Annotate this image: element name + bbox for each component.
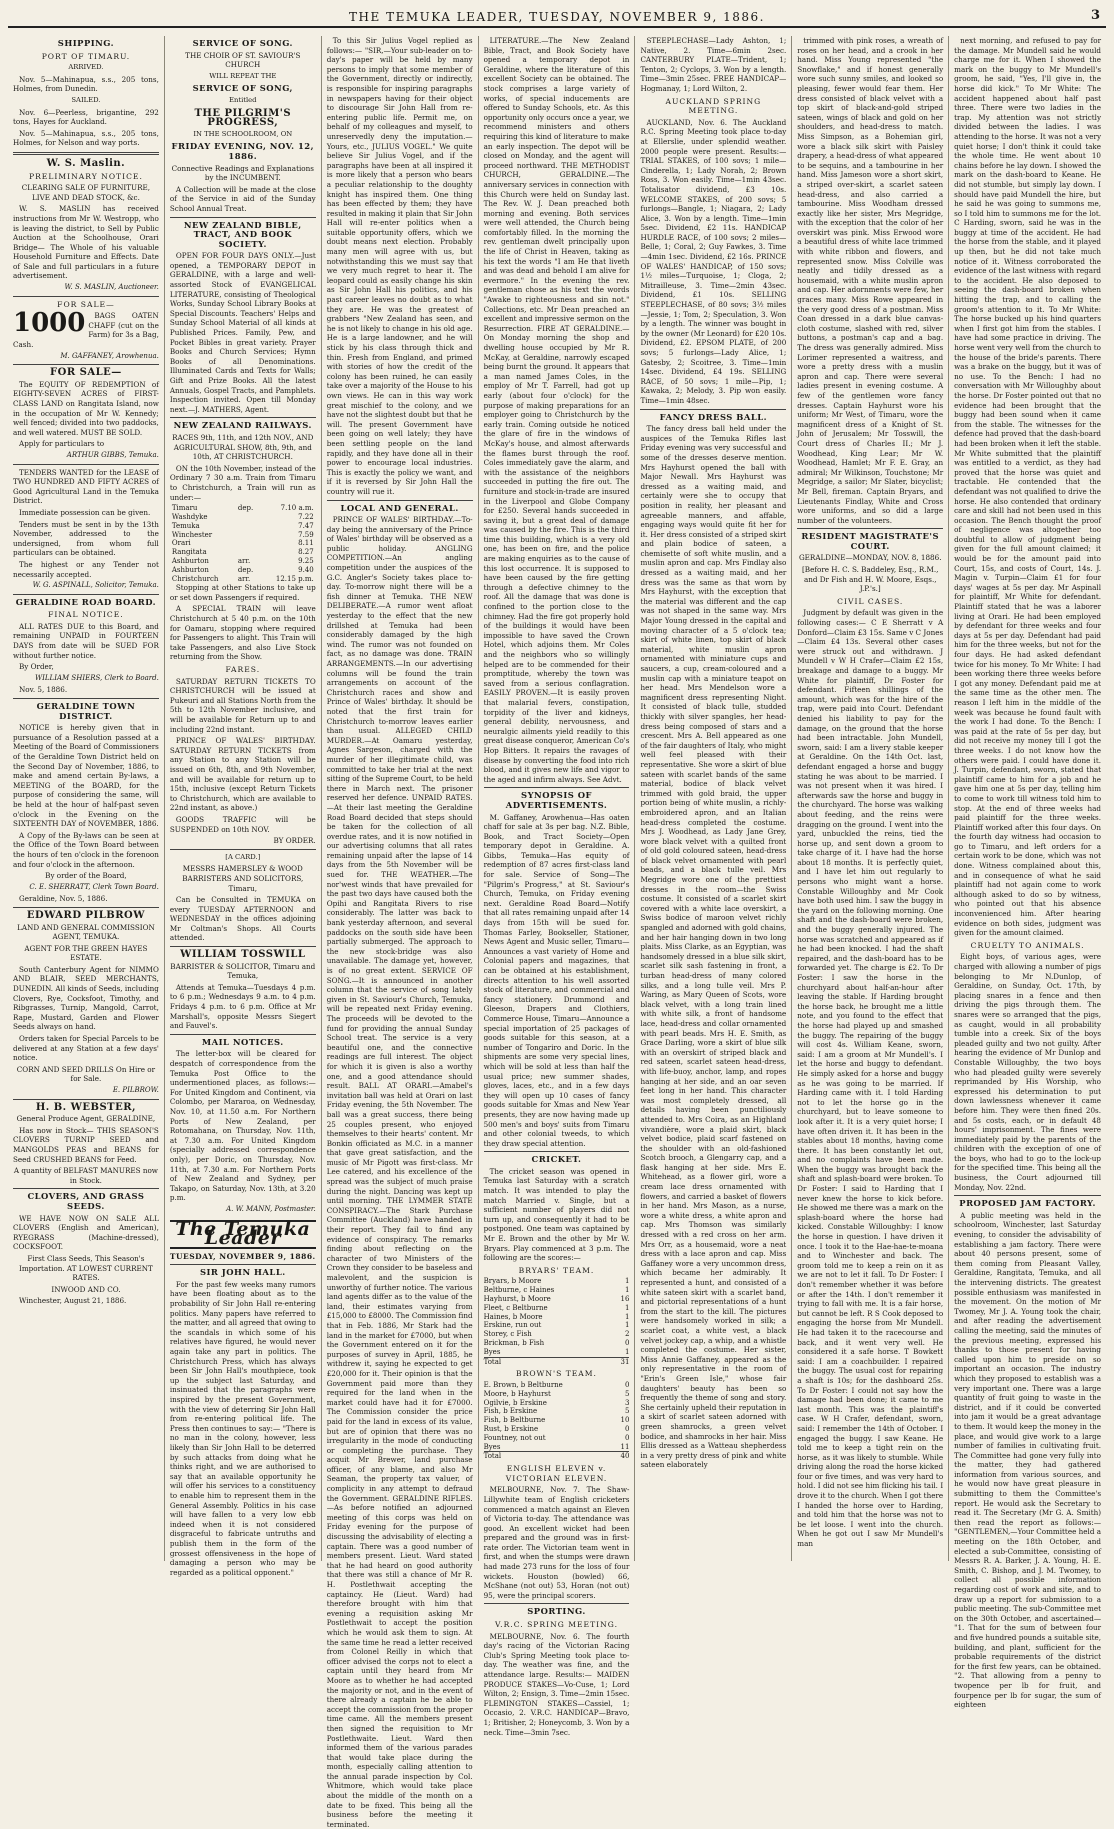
batsman: Byes (483, 1442, 501, 1451)
pilbrow-body: South Canterbury Agent for NIMMO AND BLAIR, SEED MERCHANTS, DUNEDIN. All kinds of Seeds, including Clovers, Rye, Cocksfoot, Timothy, and Ribgrasses, Turnip, Mangold, Carrot, Rape, Mustard, Garden and Flower Seeds always on hand. (13, 964, 159, 1032)
court-continued: next morning, and refused to pay for the damage. Mr Mundell said he would charge me for it. When I showed the mark on the buggy to Mr Mundell's groom, he said, "Yes, I'll give in, the horse did kick." To Mr White: The accident happened about half past three. There were two ladies in the trap. My attention was not strictly divided between the ladies. I was attending to the horse. It was not a very quiet horse; I don't think it could take the whole time. He went about 10 chains before he lay down. I showed the mark on the dash-board to Keane. He did not stumble, but simply lay down. I should have paid Mundell the hire, but he said he was going to summons me, so I told him to summons me for the lot. C Harding, sworn, said he was in the buggy at time of the accident. He had the horse from the stable, and it played up then, but he did not take much notice of it. Witness corroborated the evidence of the last witness with regard to the accident. He also deposed to seeing the dash-board broken when hitting the trap, and to calling the groom's attention to it. To Mr White: The horse bucked up his hind quarters when I first got him from the stables. I have had some practice in driving. The horse went very well from the church to the house of the bride's parents. There was a brake on the buggy, but it was of no use. To the Bench: I had no conversation with Mr Willoughby about the horse. Dr Foster pointed out that no evidence had been brought that the buggy had been sound when it came from the stable. The witnesses for the defence had proved that the dash-board had been broken when it left the stable. Mr White submitted that the plaintiff was entitled to a verdict, as they had proved that the horse was quiet and tractable. He contended that the defendant was not qualified to drive the horse. He also contended that ordinary care and skill had not been used in this occasion. The Bench thought the proof of negligence was altogether too doubtful to allow of judgment being given for the full amount claimed; it would be for the amount paid into Court, 15s, and costs of Court, 14s. J. Magin v. Turpin—Claim £1 for four days' wages at 5s per day. Mr Aspinall for plaintiff, Mr White for defendant. Plaintiff stated that he was a laborer living at Orari. He had been employed by defendant for three weeks and four days at 5s per day. Defendant had paid him for the three weeks, but not for the four days. He had asked defendant twice for his money. To Mr White: I had been working there three weeks before I got any money. Defendant paid me at the same time as the other men. The reason I left him in the middle of the week was because he found fault with the work I had done. To the Bench: I was paid at the rate of 5s per day, but did not receive my money till I got the three weeks. I do not know how the others were paid. I could have done it. J. Turpin, defendant, sworn, stated that plaintiff came to him for a job and he gave him one at 5s per day, telling him to come to work till witness told him to stop. At the end of three weeks had paid plaintiff for the three weeks. Plaintiff worked after this four days. On the fourth day witness had occasion to go to Timaru, and left orders for a certain work to be done, which was not done. Witness complained about this, and in consequence of what he said plaintiff had not again come to work although asked to do so by witness, who pointed out that his absence inconvenienced him. After hearing evidence on both sides, judgment was given for the amount claimed. (954, 36, 1102, 938)
score-row (484, 1330, 630, 1339)
bible-society-body: OPEN FOR FOUR DAYS ONLY.—Just opened, a TEMPORARY DEPOT in GERALDINE, with a large and well-assorted Stock of EVANGELICAL LITERATURE, consisting of Theological Works, Sunday School Library Books at Special Discounts. Teachers' Helps and Sunday School Material of all kinds at Published Prices. Family, Pew, and Pocket Bibles in great variety. Prayer Books and Church Services; Hymn Books of all Denominations. Illuminated Cards and Texts for Walls; Gift and Prize Books. All the latest Annuals, Gospel Tracts, and Pamphlets. Inspection invited. Open till Monday next.—J. MATHERS, Agent. (169, 251, 316, 414)
score-row (484, 1434, 630, 1443)
port-heading: PORT OF TIMARU. (41, 51, 131, 61)
rates-date: Nov. 5, 1886. (19, 685, 68, 695)
arr-dep (236, 548, 261, 557)
pilbrow-signature: E. PILBROW. (112, 1086, 159, 1094)
station-name: Christchurch (171, 574, 219, 583)
station-name: Rangitata (171, 548, 207, 557)
runs: 0 (624, 1433, 630, 1442)
pilbrow-orders: Orders taken for Special Parcels to be delivered at any Station at a few days' notice. (13, 1034, 159, 1063)
service-date: FRIDAY EVENING, NOV. 12, 1886. (171, 141, 315, 161)
batsman: Ogilvie, b Erskine (483, 1398, 547, 1407)
score-row (484, 1339, 630, 1348)
schedule-row (170, 513, 316, 522)
arr-dep (236, 531, 261, 540)
leader-body: For the past few weeks many rumors have been floating about as to the probability of Sir John Hall re-entering politics. Many papers have referred to the matter, and all agreed that owing to the scandals in which some of his relatives have figured, he would never again take any part in politics. The Christchurch Press, which has always been Sir John Hall's mouthpiece, took up the subject last Saturday, and insinuated that the paragraphs were inspired by the present Government, with the view of deterring Sir John Hall from re-entering political life. The Press then continues to say:— "There is no man in the colony, however, less likely than Sir John Hall to be deterred by such attacks from doing what he thinks right, and we are authorised to say that an available opportunity he will offer his services to a constituency to enable him to represent them in the General Assembly. Politics in his case will have fallen to a very low ebb indeed when it is not considered disgraceful to fabricate untruths and publish them in the form of the grossest offensiveness in the hope of damaging a person who may be regarded as a political opponent." (169, 1279, 316, 1577)
schedule-row (170, 539, 316, 548)
aspinall-signature: W. G. ASPINALL, Solicitor, Temuka. (32, 581, 159, 590)
jam-factory-body: A public meeting was held in the schoolroom, Winchester, last Saturday evening, to consider the advisability of establishing a jam factory. There were about 40 persons present, some of them coming from Pleasant Valley, Geraldine, Rangitata, Temuka, and all the intervening districts. The greatest possible enthusiasm was manifested in the movement. On the motion of Mr Twomey, Mr J. A. Young took the chair, and after reading the advertisement calling the meeting, said the minutes of the previous meeting, expressed his thanks to those present for having called upon him to preside on so important an occasion. The industry which they proposed to establish was a very important one. There was a large quantity of fruit going to waste in the district, and if it could be converted into jam it would be a great advantage to them. It would keep the money in the place, and would give work to a large number of families in cultivating fruit. The Committee had gone very fully into the matter, they had gathered information from various sources, and he would now have great pleasure in submitting to them the Committee's report. He would ask the Secretary to read it. The Secretary (Mr G. A. Smith) then read the report as follows:— "GENTLEMEN,—Your Committee held a meeting on the 18th October, and elected a sub-Committee, consisting of Messrs R. A. Barker, J. A. Young, H. E. Smith, C. Bishop, and J. M. Twomey, to collect all possible information regarding cost of work and site, and to draw up a report for submission to a public meeting. The sub-Committee met on the 30th October, and ascertained— "1. That for the sum of between four and five hundred pounds a suitable site, building, and plant, sufficient for the probable requirements of the district for the first few years, can be obtained. "2. That allowing from a penny to twopence per lb for fruit, and fourpence per lb for sugar, the sum of eighteen (954, 1210, 1102, 1710)
station-name: Temuka (171, 521, 200, 530)
arr-dep: arr. (237, 556, 251, 565)
pilgrim-title: THE PILGRIM'S PROGRESS, (194, 107, 292, 129)
tosswill-line: BARRISTER & SOLICITOR, Timaru and Temuka, (170, 961, 316, 981)
score-row (484, 1348, 630, 1357)
departure-time: 7.59 (298, 530, 314, 539)
score-row (484, 1399, 630, 1408)
rail-stopping: Stopping at other Stations to take up or set down Passengers if required. (169, 583, 316, 602)
sailed-label: SAILED. (71, 95, 101, 104)
cricket-heading: CRICKET. (531, 1154, 582, 1165)
arrived-label: ARRIVED. (68, 63, 104, 72)
total-label: Total (484, 1452, 615, 1461)
batsman: Erskine, run out (483, 1321, 542, 1330)
columns (8, 36, 1106, 1829)
score-row (484, 1321, 630, 1330)
runs: 1 (624, 1312, 630, 1321)
bryars-scores (484, 1277, 630, 1366)
paper-date: TUESDAY, NOVEMBER 9, 1886. (169, 1251, 316, 1261)
page-number: 3 (1090, 8, 1100, 23)
gibbs-signature: ARTHUR GIBBS, Temuka. (66, 450, 159, 459)
auckland-body: AUCKLAND, Nov. 6. The Auckland R.C. Spring Meeting took place to-day at Ellerslie, under splendid weather. 2000 people were present. Results:— TRIAL STAKES, of 100 sovs; 1 mile—Cinderella, 1; Lady Norah, 2; Brown Ross, 3. Won easily. Time—1min 43sec. Totalisator dividend, £3 10s. WELCOME STAKES, of 200 sovs; 5 furlongs—Bangle, 1; Niagara, 2; Lady Alice, 3. Won by a length. Time—1min 5sec. Dividend, £2 11s. HANDICAP HURDLE RACE, of 100 sovs; 2 miles—Belle, 1; Coral, 2; Guy Fawkes, 3. Time—4min 1sec. Dividend, £2 16s. PRINCE OF WALES' HANDICAP, of 150 sovs; 1½ miles—Turquoise, 1; Cloga, 2; Mitrailleuse, 3. Time—2min 43sec. Dividend, £1 10s. SELLING STEEPLECHASE, of 80 sovs; 3½ miles—Jessie, 1; Tom, 2; Speculation, 3. Won by a length. The winner was bought in by the owner (Mr Leonard) for £20 10s. Dividend, £2. EPSOM PLATE, of 200 sovs; 5 furlongs—Lady Alice, 1; Gatesby, 2; Scoitree, 3. Time—1min 14sec. Dividend, £4 19s. SELLING RACE, of 50 sovs; 1 mile—Pip, 1; Kawaka, 2; Melody, 3. Pip won easily. Time—1min 48sec. (640, 117, 787, 405)
cruelty-heading: CRUELTY TO ANIMALS. (970, 940, 1085, 950)
town-district-heading: GERALDINE TOWN DISTRICT. (36, 701, 136, 721)
station-name: Washdyke (171, 512, 208, 521)
score-row (484, 1416, 630, 1425)
service-heading: SERVICE OF SONG. (192, 38, 293, 48)
score-row (484, 1425, 630, 1434)
fares-body: SATURDAY RETURN TICKETS TO CHRISTCHURCH will be issued at Pukeuri and all Stations North from the 5th to 12th November inclusive, and will be available for Return up to and including 22nd instant. (169, 676, 316, 734)
schedule-row (170, 575, 316, 584)
runs: 1 (624, 1277, 630, 1286)
court-date: GERALDINE—MONDAY, NOV. 8, 1886. (798, 553, 942, 563)
town-order: By order of the Board, (45, 871, 127, 881)
court-bench: [Before H. C. S. Baddeley, Esq., R.M., and Dr Fish and H. W. Moore, Esqs., J.P.'s.] (802, 565, 939, 594)
paper-title: The Temuka Leader (170, 1220, 316, 1249)
column-7 (949, 36, 1106, 1710)
batsman: Moore, b Hayhurst (483, 1389, 551, 1398)
column-6 (792, 36, 949, 1561)
webster-line: General Produce Agent, GERALDINE, (16, 1114, 156, 1124)
schedule-row (170, 504, 316, 513)
score-row (484, 1286, 630, 1295)
sherratt-signature: C. E. SHERRATT, Clerk Town Board. (29, 882, 159, 891)
town-body: NOTICE is hereby given that in pursuance of a Resolution passed at a Meeting of the Board of Commissioners of the Geraldine Town District held on the Second Day of November, 1886, to make and amend certain By-laws, a MEETING of the BOARD, for the purpose of considering the same, will be held at the hour of half-past seven o'clock in the Evening on the SIXTEENTH DAY of NOVEMBER, 1886. (13, 723, 159, 829)
batsman: Fish, b Beltburne (483, 1416, 546, 1425)
connective: Connective Readings and Explanations by the INCUMBENT. (171, 163, 314, 183)
tenders-deadline: Tenders must be sent in by the 13th November, addressed to the undersigned, from whom full particulars can be obtained. (13, 519, 159, 558)
schedule-row (170, 522, 316, 531)
masthead (8, 6, 1106, 28)
runs: 1 (624, 1347, 630, 1356)
score-row (484, 1313, 630, 1322)
rates-body: ALL RATES DUE to this Board, and remaining UNPAID in FOURTEEN DAYS from date will be SUED FOR without further notice. (13, 621, 159, 660)
maslin-signature: W. S. MASLIN, Auctioneer. (64, 283, 159, 292)
final-notice-heading: FINAL NOTICE. (48, 610, 124, 620)
runs: 1 (624, 1321, 630, 1330)
clovers-heading: CLOVERS, AND GRASS SEEDS. (27, 1191, 145, 1211)
arr-dep (236, 539, 261, 548)
station-name: Timaru (171, 504, 198, 513)
railways-heading: NEW ZEALAND RAILWAYS. (173, 420, 312, 431)
schedule-row (170, 531, 316, 540)
brown-team-heading: BROWN'S TEAM. (516, 1369, 597, 1379)
runs: 16 (620, 1295, 630, 1303)
synopsis-body: M. Gaffaney, Arowhenua—Has oaten chaff for sale at 3s per bag. N.Z. Bible, Book, and Tract Society—Open temporary depot in Geraldine. A. Gibbs, Temuka—Has equity of redemption of 87 acres first-class land for sale. Service of Song—The "Pilgrim's Progress," at St. Saviour's Church, Temuka, on Friday evening next. Geraldine Road Board—Notify that all rates remaining unpaid after 14 days from 15th will be sued for. Thomas Farley, Bookseller, Stationer, News Agent and Music seller, Timaru—Announces a vast variety of Home and Colonial papers and magazines, that can be obtained at his establishment, directs attention to his well assorted stock of literature, and commercial and fancy stationery. Drummond and Gleeson, Drapers and Clothiers, Commerce House, Timaru—Announce a special importation of 25 packages of goods suitable for this season, at a number of Tongariro and Doric. In the shipments are some very special lines, which will be sold at less than half the usual price; new summer shades, gloves, laces, etc., and in a few days they will open up 10 cases of fancy goods suitable for Xmas and New Year presents, they are now having made up 500 men's and boys' suits from Timaru and other colonial tweeds, to which they draw special attention. (483, 812, 630, 1148)
departure-time: 8.27 (298, 548, 314, 557)
batsman: Fleet, c Beltburne (483, 1303, 548, 1312)
town-body-2: A Copy of the By-laws can be seen at the Office of the Town Board between the hours of ten o'clock in the forenoon and four o'clock in the afternoon. (13, 830, 159, 869)
hamersley-body: Can be Consulted in TEMUKA on every TUESDAY AFTERNOON and WEDNESDAY in the offices adjoining Mr Coltman's Shops. All Courts attended. (169, 895, 316, 943)
score-row (484, 1390, 630, 1399)
batsman: Bryars, b Moore (483, 1277, 542, 1286)
arr-dep (236, 513, 261, 522)
score-row (484, 1295, 630, 1304)
tosswill-body: Attends at Temuka—Tuesdays 4 p.m. to 6 p.m.; Wednesdays 9 a.m. to 4 p.m. Fridays 4 p.m. to 6 p.m. Office at Mr Marshall's, opposite Messrs Siegert and Fauvel's. (169, 982, 316, 1031)
rates-order: By Order, (19, 662, 54, 672)
departure-time: 7.22 (298, 512, 314, 521)
schoolroom-line: IN THE SCHOOLROOM, ON (193, 129, 293, 138)
local-continued: LITERATURE.—The New Zealand Bible, Tract, and Book Society have opened a temporary depot in Geraldine, where the literature of this excellent Society can be obtained. The stock comprises a large variety of works, of special inducements are offered to Sunday Schools, etc. As this opportunity only occurs once a year, we recommend ministers and others requiring this kind of literature to make an early inspection. The depot will be closed on Monday, and the agent will proceed northward. THE METHODIST CHURCH, GERALDINE.—The anniversary services in connection with this Church were held on Sunday last. The Rev. W. J. Dean preached both morning and evening. Both services were well attended, the Church being comfortably filled. In the morning the rev. gentleman dwelt principally upon the life of Christ in Heaven, taking as his text the words "I am He that liveth and was dead and behold I am alive for evermore." In the evening the rev. gentleman chose as his text the words "Awake to righteousness and sin not." Collections, etc. Mr Dean preached an excellent and impressive sermon on the Resurrection. FIRE AT GERALDINE.—On Monday morning the shop and dwelling house occupied by Mr R. McKay, at Geraldine, narrowly escaped being burnt the ground. It appears that a man named James Coles, in the employ of Mr T. Farrell, had got up early (about four o'clock) for the purpose of making preparations for an employer going to Christchurch by the early train. Coming outside he noticed the glare of fire in the windows of McKay's house, and almost afterwards the flames burst through the roof. Coles immediately gave the alarm, and with the assistance of the neighbors succeeded in putting the fire out. The furniture and stock-in-trade are insured in the Liverpool and Globe Company for £250. Several hands succeeded in saving it, but a great deal of damage was caused by the fire. This is the third time this building, which is a very old one, has been on fire, and the police are making enquiries as to the cause of this lost occurrence. It is supposed to have been caused by the fire getting through a defective chimney to the roof. All the damage that was done is confined to the portion close to the chimney. Had the fire got properly hold of the buildings it would have been impossible to have saved the Crown Hotel, which adjoins them. Mr Coles and the neighbors who so willingly helped are to be commended for their promptitude, whereby the town was saved from a serious conflagration. EASILY PROVEN.—It is easily proven that malarial fevers, constipation, torpidity of the liver and kidneys, general debility, nervousness, and neuralgic ailments yield readily to this great disease conqueror, American Co's Hop Bitters. It repairs the ravages of disease by converting the food into rich blood, and it gives new life and vigor to the aged and infirm always. See Advt. (483, 36, 630, 784)
station-name: Orari (171, 539, 191, 548)
runs: 5 (624, 1407, 630, 1416)
service-title: SERVICE OF SONG, (192, 83, 293, 94)
masthead-title: THE TEMUKA LEADER, TUESDAY, NOVEMBER 9, 1886. (349, 10, 765, 24)
departure-time: 9.40 (298, 565, 314, 574)
entitled-label: Entitled (229, 95, 257, 104)
card-label: [A CARD.] (225, 852, 261, 861)
total-runs: 40 (615, 1452, 630, 1461)
maslin-heading: W. S. Maslin. (46, 157, 126, 169)
score-row (484, 1381, 630, 1390)
departure-time: 9.25 (298, 556, 314, 565)
rail-body: ON the 10th November, instead of the Ordinary 7 30 a.m. Train from Timaru to Christchurch, a Train will run as under:— (169, 463, 316, 502)
station-name: Ashburton (171, 565, 209, 574)
vrc-heading: V.R.C. SPRING MEETING. (495, 1620, 619, 1630)
leader-continued: To this Sir Julius Vogel replied as follows:— "SIR,—Your sub-leader on to-day's paper will be held by many persons to imply that some member of the Government, directly or indirectly, is responsible for inspiring paragraphs in newspapers having for their object to discourage Sir John Hall from re-entering public life. Permit me, on behalf of my colleagues and myself, to unreservedly deny the imputation.—Yours, etc., JULIUS VOGEL." We quite believe Sir Julius Vogel, and if the paragraphs have been at all inspired it is more likely that a person who bears a peculiar relationship to the doughty knight has inspired them. One thing has been effected by them; they have resulted in making it plain that Sir John Hall will re-enter politics when a suitable opportunity offers, which we doubt means next election. Probably many men will agree with us, but notwithstanding this we must say that we very much regret to hear it. The leopard could as easily change his skin as Sir John Hall his politics, and his past career leaves no doubt as to what they are. He was the greatest of grabbers "New Zealand has seen, and he is not likely to change in his old age. He is a large landowner, and he will stick by his class through thick and thin. Fresh from England, and primed with stories of how the credit of the colony has been ruined, he can easily take over a majority of the House to his own views. He can in this way work great mischief to the colony, and we have not the slightest doubt but that he will. The present Government have been going on well lately; they have been settling people on the land rapidly, and they have done all in their power to encourage local industries. This is exactly the policy we want, and if it is reversed by Sir John Hall the country will rue it. (326, 36, 473, 496)
english-eleven-body: MELBOURNE, Nov. 7. The Shaw-Lillywhite team of English cricketers commenced a match against an Eleven of Victoria to-day. The attendance was good. An excellent wicket had been prepared and the ground was in first-rate order. The Victorian team went in first, and when the stumps were drawn had made 273 runs for the loss of four wickets. Houston (bowled) 66, McShane (not out) 53, Horan (not out) 95, were the principal scorers. (483, 1485, 630, 1600)
batsman: Haines, b Moore (483, 1312, 543, 1321)
batsman: Fountney, not out (483, 1433, 546, 1442)
total-runs: 31 (613, 1357, 629, 1366)
court-heading: RESIDENT MAGISTRATE'S COURT. (801, 531, 940, 551)
runs: 0 (624, 1380, 630, 1389)
leader-heading: SIR JOHN HALL. (199, 1267, 286, 1278)
choir-line: THE CHOIR OF ST. SAVIOUR'S CHURCH (185, 50, 301, 70)
schedule-row (170, 566, 316, 575)
hamersley-heading: MESSRS HAMERSLEY & WOOD BARRISTERS AND SOLICITORS, Timaru, (182, 864, 304, 893)
departure-time: 7.47 (298, 521, 314, 530)
sailing-entry: Nov. 5—Mahinapua, s.s., 205 tons, Holmes, for Nelson and way ports. (13, 128, 159, 148)
tenders-possession: Immediate possession can be given. (19, 507, 151, 517)
batsman: E. Brown, b Beltburne (483, 1380, 563, 1389)
runs: 0 (624, 1424, 630, 1433)
corn-drills: CORN AND SEED DRILLS On Hire or for Sale. (16, 1064, 156, 1084)
webster-body: Has now in Stock— THIS SEASON'S CLOVERS TURNIP SEED and MANGOLDS PEAS and BEANS for Seed CRUSHED BEANS for Feed. (13, 1125, 159, 1164)
tosswill-name: WILLIAM TOSSWILL (180, 949, 306, 961)
total-label: Total (484, 1357, 614, 1366)
pilbrow-line: LAND AND GENERAL COMMISSION AGENT, TEMUKA. (17, 922, 155, 942)
batsman: Byes (483, 1347, 501, 1356)
runs: 5 (624, 1389, 630, 1398)
tenders-body: TENDERS WANTED for the LEASE of TWO HUNDRED AND FIFTY ACRES of Good Agricultural Land in the Temuka District. (13, 467, 159, 506)
sporting-heading: SPORTING. (527, 1606, 586, 1617)
brown-scores (484, 1381, 630, 1461)
runs: 10 (620, 1416, 630, 1425)
bible-society-heading: NEW ZEALAND BIBLE, TRACT, AND BOOK SOCIETY. (183, 219, 302, 249)
runs: 3 (624, 1398, 630, 1407)
batsman: Beltburne, c Haines (483, 1286, 555, 1295)
tenders-note: The highest or any Tender not necessarily accepted. (13, 559, 159, 579)
fancy-ball-body: The fancy dress ball held under the auspices of the Temuka Rifles last Friday evening was very successful and some of the dresses deserve mention. Mrs Hayhurst opened the ball with Major Newall. Mrs Hayhurst was dressed as a waiting maid, and certainly were she to occupy that position in reality, her pleasant and agreeable manners, and affable, engaging ways would quite fit her for it. Her dress consisted of a striped skirt and plain bodice of sateen, a chemisette of soft white muslin, and a muslin apron and cap. Mrs Findlay also dressed as a waiting maid, and her dress was the same as that worn by Mrs Hayhurst, with the exception that the material was different and the cap was not shaped in the same way. Mrs Major Young dressed in the capital and moving character of a 5 o'clock tea; skirt of white linen, top skirt of black material, white muslin apron ornamented with miniature cups and saucers, a cup, cream-coloured and a muslin cap with a miniature teapot on her head. Mrs Mendelson wore a magnificent dress representing Night. It consisted of black tulle, studded thickly with silver spangles, her head-dress being composed of stars and a crescent. Mrs A. Bell appeared as one of the fair daughters of Italy, who might well feel pleased with their representative. She wore a skirt of blue sateen with scarlet bands of the same material, bodice of black velvet trimmed with gold braid, the upper portion being of white muslin, a richly-embroidered apron, and an Italian head-dress completed the costume. Mrs J. Woodhead, as Lady Jane Grey, wore black velvet with a quilted front of old gold coloured sateen, head-dress of black velvet ornamented with pearl beads, and a black tulle veil. Mrs Megridge wore one of the prettiest dresses in the room—the Swiss costume. It consisted of a scarlet skirt covered with a white lace overskirt, a Swiss bodice of maroon velvet richly spangled and adorned with gold chains, and her hair hanging down in two long plaits. Miss Clarke, as an Egyptian, was handsomely dressed in a blue silk skirt, scarlet silk sash fastening in front, a turban head-dress of many colored silks, and a long tulle veil. Mrs P. Waring, as Mary Queen of Scots, wore black velvet, with a long train lined with white silk, a front of handsome lace, head-dress and collar ornamented with pearl beads. Mrs H. E. Smith, as Grace Darling, wore a skirt of blue silk with an overskirt of striped black and red sateen, scarlet sateen head-dress, with life-buoy, anchor, lamp, and ropes hanging at her side, and an oar seven feet long in her hand. This character was most completely dressed, all details having been punctiliously attended to. Mrs Coira, as an Highland vivandière, wore a plaid skirt, black velvet bodice, plaid scarf fastened on the shoulder with an old-fashioned Scotch brooch, a Glengarry cap, and a flask hanging at her side. Mrs E. Whitehead, as a flower girl, wore a cream lace dress ornamented with flowers, and carried a basket of flowers in her hand. Mrs Mason, as a nurse, wore a white dress, a white apron and cap. Mrs Thomson was similarly dressed with a red cross on her arm. Mrs Orr, as a housemaid, wore a neat dress with a lace apron and cap. Miss Gaffaney wore a very uncommon dress, which became her admirably. It represented a hunt, and consisted of a white sateen skirt with a scarlet band, and pictorial representations of a hunt from the start to the kill. The pictures were handsomely worked in silk; a scarlet coat, a white vest, a black velvet jockey cap, a whip, and a whistle completed the costume. Her sister, Miss Annie Gaffaney, appeared as the only representative in the room of "Erin's Green Isle," whose fair daughters' beauty has been so frequently the theme of song and story. She certainly upheld their reputation in a skirt of scarlet sateen adorned with green shamrocks, a green velvet bodice, and shamrocks in her hair. Miss Ellis dressed as a Watteau shepherdess in a very pretty dress of pink and white sateen elaborately (640, 424, 787, 1470)
column-5 (635, 36, 792, 1561)
score-row (484, 1407, 630, 1416)
score-row (484, 1443, 630, 1452)
departure-time: 7.10 a.m. (280, 504, 314, 513)
by-order: BY ORDER. (273, 836, 316, 846)
runs: 11 (620, 1442, 630, 1451)
gaffaney-signature: M. GAFFANEY, Arowhenua. (60, 351, 159, 360)
prince-fares: PRINCE OF WALES' BIRTHDAY. SATURDAY RETURN TICKETS from any Station to any Station will be issued on 6th, 8th, and 9th November, and will be available for return up to 15th, inclusive (except Return Tickets to Christchurch, which are available to 22nd instant, as above.) (169, 736, 316, 813)
auckland-heading: AUCKLAND SPRING MEETING. (665, 96, 762, 116)
bags-text: BAGS OATEN CHAFF (cut on the Farm) for 3s a Bag, Cash. (13, 311, 159, 350)
clearing-sale-heading: CLEARING SALE OF FURNITURE, LIVE AND DEAD STOCK, &c. (21, 183, 151, 202)
departure-time: 8.11 (298, 539, 314, 548)
sailing-entry: Nov. 6—Peerless, brigantine, 292 tons, Hayes for Auckland. (13, 107, 159, 127)
schedule-row (170, 548, 316, 557)
vrc-body: MELBOURNE, Nov. 6. The fourth day's racing of the Victorian Racing Club's Spring Meeting took place to-day. The weather was fine, and the attendance large. Results:— MAIDEN PRODUCE STAKES—Vo-Cuse, 1; Lord Wilton, 2; Ensign, 3. Time—2min 15sec. FLEMINGTON STAKES—Cassiel, 1; Occasio, 2. V.R.C. HANDICAP—Bravo, 1; Britisher, 2; Honeycomb, 3. Won by a neck. Time—3min 7sec. (483, 1631, 630, 1737)
local-heading: LOCAL AND GENERAL. (340, 502, 459, 513)
column-4 (479, 36, 636, 1737)
fares-heading: FARES. (225, 665, 261, 675)
inwood-signature: INWOOD AND CO. (51, 1284, 121, 1294)
batsman: Rust, b Erskine (483, 1424, 539, 1433)
total-row (484, 1357, 630, 1366)
equity-body: The EQUITY OF REDEMPTION of EIGHTY-SEVEN ACRES of FIRST-CLASS LAND on Rangitata Island, now in the occupation of Mr W. Kennedy; well fenced; divided into two paddocks, and well watered. MUST BE SOLD. (13, 379, 159, 437)
schedule-row (170, 557, 316, 566)
vrc-continued: STEEPLECHASE—Lady Ashton, 1; Native, 2. Time—6min 2sec. CANTERBURY PLATE—Trident, 1; Tenton, 2; Cyclops, 3. Won by a length. Time—3min 25sec. FREE HANDICAP—Hogmanay, 1; Lord Wilton, 2. (640, 36, 787, 93)
pilbrow-agent: AGENT FOR THE GREEN HAYES ESTATE. (24, 943, 148, 963)
pilbrow-name: EDWARD PILBROW (26, 909, 145, 921)
will-repeat: WILL REPEAT THE (209, 71, 277, 80)
shiers-signature: WILLIAM SHIERS, Clerk to Board. (34, 673, 159, 682)
runs: 1 (624, 1303, 630, 1312)
column-2 (165, 36, 322, 1577)
cruelty-body: Eight boys, of various ages, were charged with allowing a number of pigs belonging to Mr N.Dunlop, of Geraldine, on Sunday, Oct. 17th, by placing snares in a fence and then driving the pigs through them. The snares were so arranged that the pigs, as caught, would in all probability tumble into a creek. Six of the boys pleaded guilty and two not guilty. After hearing the evidence of Mr Dunlop and Constable Willoughby, the two boys who had pleaded guilty were severely reprimanded by His Worship, who expressed his determination to put down lawlessness whenever it came before him. They were then fined 20s. and 5s costs, each, or in default 48 hours' imprisonment. The fines were immediately paid by the parents of the children with the exception of one of the boys, who had to go to the lock-up for the specified time. This being all the business, the Court adjourned till Monday, Nov. 22nd. (954, 952, 1102, 1192)
ball-continued: trimmed with pink roses, a wreath of roses on her head, and a crook in her hand. Miss Young represented "the Snowflake," and if honest generally wore such sunny smiles, and looked so pleasing, fewer would fear them. Her dress consisted of black velvet with a top skirt of black-and-gold striped sateen, wings of black and gold on her shoulders, and head-dress to match. Miss Simpson, as a Bohemian girl, wore a black silk skirt with Paisley drapery, a head-dress of what appeared to be sequins, and a tambourine in her hand. Miss Jameson wore a short skirt, a striped over-skirt, a scarlet sateen head-dress, and also carried a tambourine. Miss Woodham dressed exactly like her sister, Mrs Megridge, with the exception that the color of her overskirt was pink. Miss Erwood wore a beautiful dress of white lace trimmed with white ribbon and flowers, and represented snow. Miss Colville was neatly and tidily dressed as a housemaid, with a white muslin apron and cap. Her adornments were few, her graces many. Miss Rowe appeared in the very good dress of a postman. Miss Coan dressed in a dark blue canvas-cloth costume, slashed with red, silver buttons, a postman's cap and a bag. The dress was generally admired. Miss Lorimer represented a waitress, and wore a pretty dress with a muslin apron and cap. There were several ladies present in evening costume. A few of the gentlemen wore fancy dresses. Captain Hayhurst wore his uniform; Mr West, of Timaru, wore the magnificent dress of a Knight of St. John of Jerusalem; Mr Tosswill, the Court dress of Charles II.; Mr J. Woodhead, King Lear; Mr W. Woodhead, Hamlet; Mr F. E. Gray, an admiral; Mr Wilkinson, Touchstone; Mr Megridge, a sailor; Mr Slater, bicyclist; Mr Bell, fireman. Captain Bryars, and Lieutenants Findlay, White and Cross wore uniforms, and so did a large number of the volunteers. (797, 36, 944, 525)
runs: 2 (624, 1330, 630, 1339)
runs: 0 (624, 1338, 630, 1347)
jam-factory-heading: PROPOSED JAM FACTORY. (959, 1198, 1096, 1209)
webster-manure: A quantity of BELFAST MANURES now in Stock. (13, 1166, 158, 1185)
webster-name: H. B. WEBSTER, (35, 1101, 137, 1113)
town-date: Geraldine, Nov. 5, 1886. (19, 894, 108, 904)
column-3 (322, 36, 479, 1829)
preliminary-notice-heading: PRELIMINARY NOTICE. (28, 171, 143, 181)
fancy-ball-heading: FANCY DRESS BALL. (659, 411, 768, 422)
collection: A Collection will be made at the close of the Service in aid of the Sunday School Annual Treat. (169, 184, 316, 213)
runs: 1 (624, 1286, 630, 1295)
for-sale-heading: FOR SALE— (57, 299, 115, 309)
clovers-body: WE HAVE NOW ON SALE ALL CLOVERS (English and American), RYEGRASS (Machine-dressed), COCKSFOOT. (13, 1213, 159, 1252)
goods-traffic: GOODS TRAFFIC will be SUSPENDED on 10th NOV. (169, 814, 316, 834)
for-sale-heading-2: FOR SALE— (50, 367, 122, 379)
batsman: Brickman, b Fish (483, 1338, 545, 1347)
total-row (484, 1452, 630, 1461)
clovers-date: Winchester, August 21, 1886. (19, 1296, 127, 1306)
civil-cases-heading: CIVIL CASES. (837, 596, 904, 606)
arr-dep: dep. (237, 504, 254, 513)
maslin-body: W. S. MASLIN has received instructions from Mr W. Westropp, who is leaving the district, to Sell by Public Auction at the Schoolhouse, Orari Bridge— The Whole of his valuable Household Furniture and Effects. Date of Sale and full particulars in a future advertisement. (13, 204, 159, 281)
bags-figure: 1000 (13, 308, 86, 339)
score-row (484, 1304, 630, 1313)
departure-time: 12.15 p.m. (275, 574, 314, 583)
clovers-import: First Class Seeds, This Season's Importation. AT LOWEST CURRENT RATES. (19, 1253, 153, 1283)
batsman: Storey, c Fish (483, 1330, 532, 1339)
arr-dep: dep. (237, 565, 254, 574)
mail-heading: MAIL NOTICES. (201, 1036, 284, 1047)
road-board-heading: GERALDINE ROAD BOARD. (15, 596, 157, 607)
english-eleven-heading: ENGLISH ELEVEN v. VICTORIAN ELEVEN. (505, 1464, 608, 1483)
local-body: PRINCE OF WALES' BIRTHDAY.—To-day being the anniversary of the Prince of Wales' birthday will be observed as a public holiday. ANGLING COMPETITION.—An angling competition under the auspices of the G.C. Angler's Society takes place to-day. To-morrow night there will be a fish dinner at Temuka. THE NEW DELIBERATE.—A rumor went afloat yesterday to the effect that the new drillshed at Temuka had been considerably damaged by the high wind. The rumor was not founded on fact, as no damage was done. TRAIN ARRANGEMENTS.—In our advertising columns will be found the train arrangements on account of the Christchurch races and show and Prince of Wales' birthday. It should be noted that the first train for Christchurch to-morrow leaves earlier than usual. ALLEGED CHILD MURDER.—At Oamaru yesterday, Agnes Sargeson, charged with the murder of her illegitimate child, was committed to take her trial at the next sitting of the Supreme Court, to be held there in March next. The prisoner reserved her defence. UNPAID RATES.—At their last meeting the Geraldine Road Board decided that steps should be taken for the collection of all overdue rates, and it is now notified in our advertising columns that all rates remaining unpaid after the lapse of 14 days from the 5th November will be sued for. THE WEATHER.—The nor'west winds that have prevailed for the past two days have caused both the Opihi and Rangitata Rivers to rise considerably. The latter was back to bank yesterday afternoon, and several paddocks on the south side have been partially submerged. The approach to the new stock-bridge was also unavailable. The damage yet, however, is of no great extent. SERVICE OF SONG.—It is announced in another column that the service of song lately given in St. Saviour's Church, Temuka, will be repeated next Friday evening. The proceeds will be devoted to the fund for providing the annual Sunday School treat. The service is a very beautiful one, and the connective readings are full interest. The object for which it is given is also a worthy one, and a good attendance should result. BALL AT ORARI.—Amabel's invitation ball was held at Orari on last Friday evening, the 5th November. The ball was a great success, there being 25 couples present, who enjoyed themselves to their hearts' content. Mr Bonkin officiated as M.C. in a manner that gave great satisfaction, and the music of Mr Pigott was first-class. Mr Lee catered, and his excellence of the spread was the subject of much praise during the night. Dancing was kept up until morning. THE LYMMER STATE CONSPIRACY.—The Stark Purchase Committee (Auckland) have handed in their report. They fail to find any evidence of conspiracy. The remarks finding about reflecting on the character of two Ministers of the Crown they consider to be baseless and malevolent, and the suspicion is unworthy of further notice. The various land agents differ as to the value of the land, their estimates varying from £15,000 to £8000. The Commission find that in Feb. 1886, Mr Stark had the land in the market for £7000, but when the Government entered on it for the purposes of survey in April, 1885, he withdrew it, saying he expected to get £20,000 for it. Their opinion is that the Government paid more than they required for the land when in the market could have had it for £7000. The Commission consider the price paid for the land in excess of its value, but are of opinion that there was no irregularity in the mode of conducting or completing the purchase. They acquit Mr Brewer, land purchase officer, of any blame, and also Mr Seaman, the property tax valuer, of complicity in any attempt to defraud the Government. GERALDINE RIFLES.—As before notified an adjourned meeting of this corps was held on Friday evening for the purpose of discussing the advisability of electing a captain. There was a good number of members present. Lieut. Ward stated that he had heard on good authority that there was still a chance of Mr R. H. Postlethwait accepting the captaincy. He (Lieut. Ward) had therefore brought with him that evening a requisition asking Mr Postlethwait to accept the position which he would ask them to sign. At the same time he read a letter received from Colonel Reilly in which that officer advised the corps not to elect a captain until they heard from Mr Moore as to whether he had accepted the majority or not, and in the event of there already a captain he be able to accept the commission from the proper time came. All the members present then signed the requisition to Mr Postlethwaite. Lieut. Ward then informed them of the various parades that would take place during the month, especially calling attention to the annual parade inspection by Col. Whitmore, which would take place about the middle of the month on a date to be fixed. This being all the business before the meeting it terminated. (326, 515, 473, 1829)
batsman: Hayhurst, b Moore (483, 1295, 551, 1303)
shipping-heading: SHIPPING. (57, 38, 115, 48)
arr-dep: arr. (237, 574, 251, 583)
mann-signature: A. W. MANN, Postmaster. (226, 1204, 316, 1213)
bryars-team-heading: BRYARS' TEAM. (518, 1265, 595, 1275)
arr-dep (236, 522, 261, 531)
equity-apply: Apply for particulars to (19, 439, 105, 449)
special-train: A SPECIAL TRAIN will leave Christchurch at 5 40 p.m. on the 10th for Oamaru, stopping where required for Passengers to alight. This Train will take Passengers, and also Live Stock returning from the Show. (169, 604, 316, 662)
synopsis-heading: SYNOPSIS OF ADVERTISEMENTS. (505, 790, 608, 810)
station-name: Winchester (171, 530, 213, 539)
score-row (484, 1277, 630, 1286)
batsman: Fish, b Erskine (483, 1407, 538, 1416)
train-schedule (170, 504, 316, 583)
mail-body: The letter-box will be cleared for despatch of correspondence from the Temuka Post Office to the undermentioned places, as follows:— For United Kingdom and Continent, via Colombo, per Mararoa, on Wednesday, Nov. 10, at 11.50 a.m. For Northern Ports of New Zealand, per Rotomahana, on Thursday, Nov. 11th, at 7.30 a.m. For United Kingdom (specially addressed correspondence only), per Doric, on Thursday, Nov. 11th, at 7.30 a.m. For Northern Ports of New Zealand and Sydney, per Takapo, on Saturday, Nov. 13th, at 3.20 p.m. (169, 1049, 316, 1203)
cricket-body: The cricket season was opened in Temuka last Saturday with a scratch match. It was intended to play the match Married v. Single, but a sufficient number of players did not turn up, and consequently it had to be postponed. One team was captained by Mr E. Brown and the other by Mr W. Bryars. Play commenced at 3 p.m. The following are the scores:— (483, 1166, 630, 1263)
arrival-entry: Nov. 5—Mahinapua, s.s., 205 tons, Holmes, from Dunedin. (13, 74, 159, 94)
station-name: Ashburton (171, 556, 209, 565)
races-line: RACES 9th, 11th, and 12th NOV., AND AGRICULTURAL SHOW, 8th, 9th, and 10th, AT CHRISTCHURCH. (172, 432, 314, 462)
court-body: Judgment by default was given in the following cases:— C E Sherratt v A Donford—Claim £3 15s. Same v C Jones—Claim £4 13s. Several other cases were struck out and withdrawn. J Mundell v W H Crafer—Claim £2 15s, breakage and damage to a buggy. Mr White for plaintiff, Dr Foster for defendant. Fifteen shillings of the amount, which was for the hire of the trap, were paid into Court. Defendant denied his liability to pay for the damage, on the ground that the horse had been intractable. John Mundell, sworn, said: I am a livery stable keeper at Geraldine. On the 14th Oct. last, defendant engaged a horse and buggy stating he was about to be married. I was not present when it was hired. I afterwards saw the horse and buggy in the churchyard. The horse was walking about feeding, and the reins were dragging on the ground. I went into the yard, unbuckled the reins, tied the horse up, and sent down a groom to take charge of it. I have had the horse about 18 months. It is perfectly quiet, and I have let him out regularly to persons who might want a horse. Constable Willoughby and Mr Cook have both used him. I saw the buggy in the yard on the following morning. One shaft and the dash-board were broken, and the buggy generally injured. The horse was scratched and appeared as if he had been knocked. I had the shaft repaired, and the dash-board has to be forwarded yet. The charge is £2. To Dr Foster: I saw the horse in the churchyard about half-an-hour after leaving the stable. If Harding brought the horse back, he brought me a little note, and you found to the effect that the horse had played up and smashed the buggy. The repairing of the buggy will cost 4s. William Keane, sworn, said: I am a groom at Mr Mundell's. I let the horse and buggy to defendant. He simply asked for a horse and buggy as he was going to be married. If Harding came with it. I told Harding not to let the horse go in the churchyard, but to leave someone to look after it. It is a very quiet horse; I have often driven it. It has been in the stables about 18 months, having come there. It has been constantly let out, and no complaints have been made. When the buggy was brought back the shaft and splash-board were broken. To Dr Foster: I said to Harding that I never knew the horse to kick before. He showed me there was a mark on the splash-board where the horse had kicked. Constable Willoughby: I know the horse in question. I have driven it once. I took it to the Hae-hae-te-moana and to Winchester and back. The groom told me to keep a rein on it as we are not to let it fall. To Dr Foster: I don't remember whether it was before or after the 14th. I don't remember it trying to fall with me. It is a fair horse, but cannot be left. R S Cook deposed to engaging the horse from Mr Mundell. He had taken it to the racecourse and back, and it went very well. He considered it a safe horse. T Bowkett said: I am a coachbuilder. I repaired the buggy. The usual cost for repairing a shaft is 10s; for the dashboard 25s. To Dr Foster: I could not say how the damage had been done; it came to me last month. This was the plaintiff's case. W H Crafer, defendant, sworn, said: I remember the 14th of October. I engaged the buggy. I saw Keane. He told me to keep a tight rein on the horse, as it was likely to stumble. While driving along the road the horse kicked four or five times, and was very hard to hold. I did not see him flicking his tail. I drove it to the church. When I got there I handed the horse over to Harding, and told him that the horse was not to be let loose. I went into the church. When he got out I saw Mr Mundell's man (797, 608, 944, 1549)
column-1 (8, 36, 165, 1561)
